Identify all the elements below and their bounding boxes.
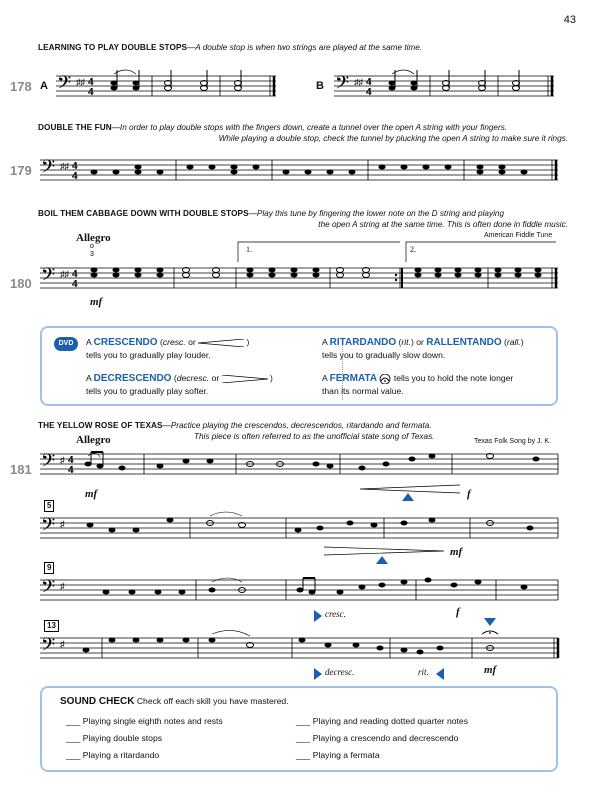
svg-text:4: 4 [68, 465, 74, 476]
fermata-word: FERMATA [329, 373, 378, 384]
skill-item-5[interactable]: ___ Playing a crescendo and decrescendo [296, 733, 459, 743]
rit-text: rit. [418, 667, 429, 677]
svg-text:♯♯: ♯♯ [354, 77, 363, 87]
dynamic-180: mf [90, 296, 103, 308]
ritardando-word: RITARDANDO [329, 337, 397, 348]
exercise-number-180: 180 [10, 276, 32, 291]
staff-181-line3 [40, 574, 560, 608]
decrescendo-abbr: decresc. [176, 373, 210, 383]
staff-178a [56, 70, 278, 104]
svg-text:𝄢: 𝄢 [41, 451, 56, 476]
svg-text:𝄢: 𝄢 [57, 73, 72, 98]
sound-check-box [40, 686, 558, 772]
info-crescendo: A CRESCENDO (cresc. or ) tells you to gradually play louder. [86, 337, 250, 360]
svg-text:𝄢: 𝄢 [41, 635, 56, 660]
staff-181-line4 [40, 632, 560, 666]
svg-text:𝄢: 𝄢 [41, 265, 56, 290]
exercise-number-181: 181 [10, 462, 32, 477]
heading-180 [38, 208, 578, 230]
desc-178: —A double stop is when two strings are played at the same time. [187, 43, 423, 52]
svg-text:4: 4 [68, 455, 74, 466]
credit-180: American Fiddle Tune [484, 232, 553, 239]
svg-text:♯: ♯ [60, 455, 65, 465]
measure-number-9: 9 [44, 562, 54, 574]
dvd-badge[interactable]: DVD [54, 337, 78, 351]
dynamic-181-mf-end: mf [484, 664, 497, 676]
tempo-181: Allegro [76, 434, 111, 446]
svg-text:4: 4 [366, 77, 372, 88]
svg-text:4: 4 [88, 87, 94, 98]
title-178: LEARNING TO PLAY DOUBLE STOPS [38, 43, 188, 52]
line4-blue-arrow-icon [314, 668, 322, 680]
decrescendo-line2: tells you to gradually play softer. [86, 386, 209, 396]
svg-text:𝄢: 𝄢 [41, 577, 56, 602]
staff-179 [40, 154, 560, 188]
desc-179-line2: While playing a double stop, check the tunnel by plucking the open A string to make sure it rings. [218, 134, 568, 143]
desc-181-line2: This piece is often referred to as the unofficial state song of Texas. [194, 432, 435, 441]
staff-178b [334, 70, 556, 104]
skill-item-1[interactable]: ___ Playing single eighth notes and rests [66, 716, 223, 726]
dynamic-181-f2: f [456, 606, 460, 618]
label-b: B [316, 80, 324, 92]
svg-text:♯: ♯ [60, 581, 65, 591]
staff-180 [40, 242, 560, 296]
svg-text:4: 4 [72, 171, 78, 182]
info-fermata: A FERMATA tells you to hold the note longer than its normal value. [322, 373, 514, 396]
dynamic-181-mf2: mf [450, 546, 463, 558]
line2-blue-arrow-icon [376, 556, 388, 564]
svg-text:4: 4 [72, 161, 78, 172]
svg-text:♯♯: ♯♯ [60, 269, 69, 279]
svg-text:𝄢: 𝄢 [335, 73, 350, 98]
dynamic-181-mf: mf [85, 488, 98, 500]
svg-text:o: o [90, 243, 94, 250]
staff-181-line2 [40, 512, 560, 546]
label-a: A [40, 80, 48, 92]
skill-item-4[interactable]: ___ Playing and reading dotted quarter notes [296, 716, 469, 726]
crescendo-abbr: cresc. [162, 337, 186, 347]
fermata-icon [379, 374, 391, 384]
svg-text:♯: ♯ [60, 519, 65, 529]
rallentando-word: RALLENTANDO [426, 337, 502, 348]
crescendo-word: CRESCENDO [93, 337, 158, 348]
page-number: 43 [563, 14, 576, 26]
svg-text:𝄢: 𝄢 [41, 515, 56, 540]
desc-181-line1: —Practice playing the crescendos, decrescendos, ritardando and fermata. [162, 421, 432, 430]
line2-decresc-hairpin [324, 546, 444, 556]
skill-item-3[interactable]: ___ Playing a ritardando [66, 750, 160, 760]
info-box-crescendo-ritardando [40, 326, 558, 406]
title-179: DOUBLE THE FUN [38, 123, 112, 132]
heading-178 [38, 42, 578, 53]
desc-180-line2: the open A string at the same time. This is often done in fiddle music. [318, 220, 568, 229]
cresc-text: cresc. [325, 609, 346, 619]
ending-1: 1. [246, 245, 252, 254]
svg-text:4: 4 [72, 279, 78, 290]
exercise-number-179: 179 [10, 163, 32, 178]
svg-text:3: 3 [90, 251, 94, 258]
decrescendo-hairpin-icon [222, 375, 268, 383]
sound-check-title [60, 696, 289, 707]
fermata-line2: than its normal value. [322, 386, 404, 396]
fermata-blue-arrow-icon [484, 618, 496, 626]
desc-180-line1: —Play this tune by fingering the lower note on the D string and playing [248, 209, 504, 218]
title-181: THE YELLOW ROSE OF TEXAS [38, 421, 163, 430]
skill-item-6[interactable]: ___ Playing a fermata [296, 750, 380, 760]
rallentando-abbr: rall. [506, 337, 521, 347]
dynamic-181-f1: f [467, 488, 471, 500]
line1-blue-arrow-icon [402, 493, 414, 501]
svg-text:4: 4 [88, 77, 94, 88]
decresc-text: decresc. [325, 667, 355, 677]
measure-number-5: 5 [44, 500, 54, 512]
heading-179 [38, 122, 578, 144]
info-ritardando: A RITARDANDO (rit.) or RALLENTANDO (rall.) tells you to gradually slow down. [322, 337, 524, 360]
svg-text:♯♯: ♯♯ [60, 161, 69, 171]
desc-179-line1: —In order to play double stops with the fingers down, create a tunnel over the open A string with your fingers. [111, 123, 508, 132]
svg-text:4: 4 [366, 87, 372, 98]
ritardando-line2: tells you to gradually slow down. [322, 350, 446, 360]
sound-check-label: SOUND CHECK [60, 696, 135, 707]
svg-text:♯: ♯ [60, 639, 65, 649]
credit-181: Texas Folk Song by J. K. [474, 438, 552, 445]
ritardando-abbr: rit. [401, 337, 411, 347]
skill-item-2[interactable]: ___ Playing double stops [66, 733, 163, 743]
ending-2: 2. [410, 245, 416, 254]
svg-text:4: 4 [72, 269, 78, 280]
fermata-line1: tells you to hold the note longer [393, 373, 514, 383]
crescendo-hairpin-icon [198, 339, 244, 347]
svg-text:𝄢: 𝄢 [41, 157, 56, 182]
measure-number-13: 13 [44, 620, 59, 632]
title-180: BOIL THEM CABBAGE DOWN WITH DOUBLE STOPS [38, 209, 249, 218]
svg-text:♯♯: ♯♯ [76, 77, 85, 87]
tempo-180: Allegro [76, 232, 111, 244]
crescendo-line2: tells you to gradually play louder. [86, 350, 211, 360]
info-decrescendo: A DECRESCENDO (decresc. or ) tells you to gradually play softer. [86, 373, 273, 396]
exercise-number-178: 178 [10, 79, 32, 94]
decrescendo-word: DECRESCENDO [93, 373, 172, 384]
staff-181-line1 [40, 448, 560, 482]
line3-blue-arrow-icon [314, 610, 322, 622]
rit-blue-arrow-icon [436, 668, 444, 680]
or-word: or [416, 337, 424, 347]
sound-check-subtitle: Check off each skill you have mastered. [136, 696, 289, 706]
